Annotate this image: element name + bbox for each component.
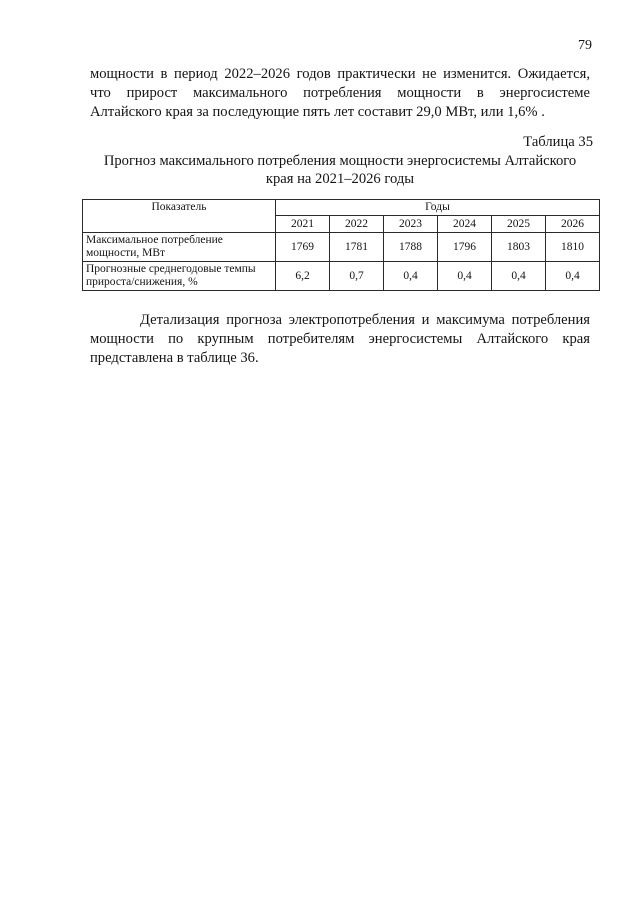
year-cell: 2021 [276,216,330,233]
year-cell: 2024 [438,216,492,233]
table-header-row [83,200,600,216]
table-number: Таблица 35 [523,134,593,150]
value-cell: 1796 [438,233,492,262]
year-cell: 2023 [384,216,438,233]
table-title: Прогноз максимального потребления мощности энергосистемы Алтайского края на 2021–2026 годы [103,153,577,187]
row-label: Прогнозные среднегодовые темпы прироста/снижения, % [83,262,276,291]
value-cell: 1769 [276,233,330,262]
table-row [83,262,600,291]
value-cell: 1810 [546,233,600,262]
header-years: Годы [276,200,600,216]
page-number: 79 [578,38,592,53]
paragraph-intro: мощности в период 2022–2026 годов практически не изменится. Ожидается, что прирост максимального потребления мощности в энергосистеме Алтайского края за последующие пять лет составит 29,0 МВт, или 1,6% . [90,66,590,120]
value-cell: 1803 [492,233,546,262]
forecast-table [82,199,600,291]
value-cell: 1781 [330,233,384,262]
value-cell: 0,4 [384,262,438,291]
paragraph-detail: Детализация прогноза электропотребления и максимума потребления мощности по крупным потребителям энергосистемы Алтайского края представлена в таблице 36. [90,312,590,366]
year-cell: 2026 [546,216,600,233]
row-label: Максимальное потребление мощности, МВт [83,233,276,262]
value-cell: 0,7 [330,262,384,291]
header-indicator: Показатель [83,200,276,233]
value-cell: 1788 [384,233,438,262]
value-cell: 0,4 [438,262,492,291]
table-row [83,233,600,262]
year-cell: 2025 [492,216,546,233]
year-cell: 2022 [330,216,384,233]
value-cell: 0,4 [492,262,546,291]
value-cell: 0,4 [546,262,600,291]
value-cell: 6,2 [276,262,330,291]
